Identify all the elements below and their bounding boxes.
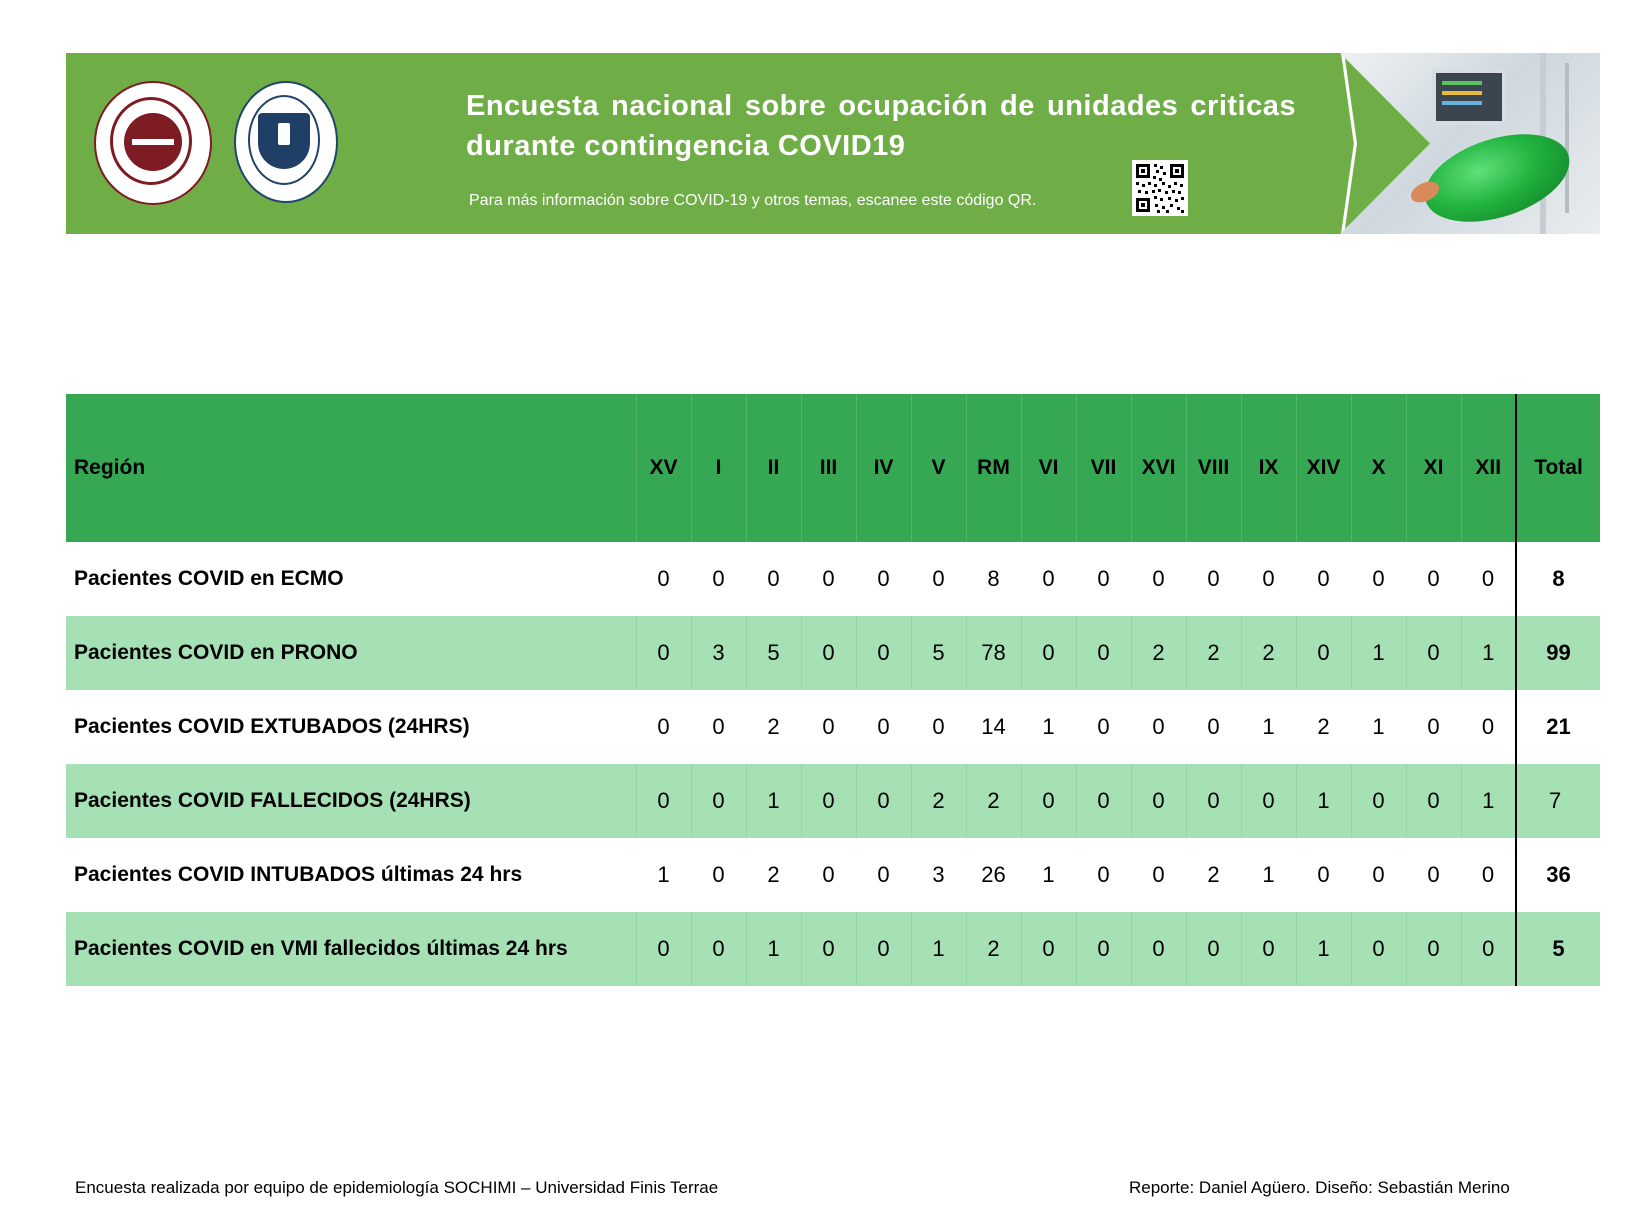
column-header-region-code: V: [911, 394, 966, 542]
column-header-region-code: III: [801, 394, 856, 542]
table-cell: 3: [691, 616, 746, 690]
table-cell: 0: [1372, 566, 1385, 591]
table-cell: 26: [981, 862, 1006, 887]
table-cell: 0: [712, 714, 725, 739]
column-header-region-code: IX: [1241, 394, 1296, 542]
icu-occupancy-table-container: [66, 394, 1600, 986]
table-row: [66, 542, 1600, 616]
table-cell: 0: [1296, 616, 1351, 690]
table-cell: 0: [1186, 764, 1241, 838]
table-cell: 0: [1097, 714, 1110, 739]
table-cell: 0: [1427, 714, 1440, 739]
table-cell: 0: [932, 714, 945, 739]
table-cell: 0: [1241, 764, 1296, 838]
table-cell: 0: [877, 862, 890, 887]
table-cell: 0: [1131, 764, 1186, 838]
table-cell: 0: [877, 714, 890, 739]
table-row: [66, 616, 1600, 690]
table-cell: 5: [911, 616, 966, 690]
table-cell: 0: [1076, 912, 1131, 986]
column-header-region-code: II: [746, 394, 801, 542]
column-header-region-code: RM: [966, 394, 1021, 542]
table-cell: 2: [1241, 616, 1296, 690]
table-cell: 0: [1372, 862, 1385, 887]
table-cell: 0: [1262, 566, 1275, 591]
column-header-region-code: VIII: [1186, 394, 1241, 542]
finis-terrae-logo: [234, 81, 338, 203]
qr-code[interactable]: [1132, 160, 1188, 216]
table-cell: 2: [1207, 862, 1220, 887]
column-header-region-code: XV: [636, 394, 691, 542]
qr-instructions: Para más información sobre COVID-19 y otros temas, escanee este código QR.: [469, 192, 1037, 209]
table-cell: 0: [1427, 862, 1440, 887]
table-cell: 0: [691, 912, 746, 986]
table-cell: 0: [1351, 912, 1406, 986]
table-cell: 0: [1021, 616, 1076, 690]
table-cell: 0: [932, 566, 945, 591]
table-cell: 0: [1042, 566, 1055, 591]
table-cell: 0: [1406, 764, 1461, 838]
column-header-region-code: VII: [1076, 394, 1131, 542]
row-total: 21: [1516, 690, 1600, 764]
row-label: Pacientes COVID en VMI fallecidos últimas 24 hrs: [74, 937, 568, 960]
table-cell: 2: [1186, 616, 1241, 690]
table-cell: 2: [767, 862, 780, 887]
table-cell: 0: [1406, 912, 1461, 986]
column-header-region-code: IV: [856, 394, 911, 542]
column-header-region-code: XI: [1406, 394, 1461, 542]
table-cell: 0: [1131, 912, 1186, 986]
table-cell: 0: [1152, 714, 1165, 739]
table-cell: 0: [801, 764, 856, 838]
table-cell: 0: [1021, 764, 1076, 838]
table-cell: 1: [1372, 714, 1385, 739]
table-cell: 1: [1296, 764, 1351, 838]
column-header-region: Región: [74, 456, 146, 479]
table-cell: 0: [822, 566, 835, 591]
resuscitator-bag: [1414, 118, 1581, 234]
table-cell: 1: [1262, 862, 1275, 887]
table-cell: 1: [911, 912, 966, 986]
table-cell: 0: [1317, 566, 1330, 591]
table-cell: 0: [1152, 862, 1165, 887]
table-cell: 3: [932, 862, 945, 887]
column-header-region-code: XVI: [1131, 394, 1186, 542]
footer-survey-credit: Encuesta realizada por equipo de epidemiología SOCHIMI – Universidad Finis Terrae: [75, 1178, 719, 1197]
sochimi-logo: [94, 81, 212, 205]
table-cell: 0: [1481, 714, 1495, 739]
table-cell: 0: [856, 912, 911, 986]
column-header-region-code: I: [691, 394, 746, 542]
table-cell: 1: [1461, 764, 1516, 838]
table-row: [66, 912, 1600, 986]
table-row: [66, 690, 1600, 764]
table-cell: 1: [1042, 862, 1055, 887]
table-cell: 0: [856, 616, 911, 690]
table-cell: 2: [767, 714, 780, 739]
table-cell: 0: [657, 714, 670, 739]
table-cell: 0: [1097, 566, 1110, 591]
table-cell: 14: [981, 714, 1006, 739]
table-cell: 0: [1351, 764, 1406, 838]
table-cell: 0: [1207, 714, 1220, 739]
table-cell: 0: [1317, 862, 1330, 887]
table-cell: 2: [1317, 714, 1330, 739]
row-label: Pacientes COVID FALLECIDOS (24HRS): [74, 789, 471, 812]
table-cell: 0: [1076, 616, 1131, 690]
table-cell: 0: [1186, 912, 1241, 986]
row-label: Pacientes COVID en PRONO: [74, 641, 358, 664]
table-cell: 0: [691, 764, 746, 838]
table-cell: 2: [911, 764, 966, 838]
table-cell: 0: [1427, 566, 1440, 591]
table-cell: 0: [636, 764, 691, 838]
row-label: Pacientes COVID INTUBADOS últimas 24 hrs: [74, 863, 523, 886]
table-cell: 0: [767, 566, 780, 591]
column-header-region-code: X: [1351, 394, 1406, 542]
table-cell: 0: [636, 912, 691, 986]
table-cell: 2: [1131, 616, 1186, 690]
icu-occupancy-table: [66, 394, 1600, 986]
table-cell: 1: [1042, 714, 1055, 739]
table-cell: 1: [1262, 714, 1275, 739]
row-label: Pacientes COVID en ECMO: [74, 567, 344, 590]
table-cell: 0: [822, 862, 835, 887]
row-total: 7: [1516, 764, 1600, 838]
table-cell: 0: [822, 714, 835, 739]
table-cell: 1: [657, 862, 670, 887]
table-cell: 0: [801, 616, 856, 690]
table-cell: 78: [966, 616, 1021, 690]
table-cell: 0: [877, 566, 890, 591]
column-header-region-code: XII: [1461, 394, 1516, 542]
table-cell: 0: [1207, 566, 1220, 591]
table-header-row: [66, 394, 1600, 542]
row-label: Pacientes COVID EXTUBADOS (24HRS): [74, 715, 470, 738]
table-cell: 0: [657, 566, 670, 591]
table-row: [66, 838, 1600, 912]
table-cell: 0: [1241, 912, 1296, 986]
table-cell: 0: [1076, 764, 1131, 838]
ventilator-monitor: [1432, 69, 1506, 125]
table-cell: 1: [746, 912, 801, 986]
table-cell: 2: [966, 764, 1021, 838]
table-cell: 0: [1461, 912, 1516, 986]
row-total: 5: [1516, 912, 1600, 986]
page-title: Encuesta nacional sobre ocupación de unidades criticas durante contingencia COVID19: [466, 90, 1296, 162]
row-total: 99: [1516, 616, 1600, 690]
table-cell: 1: [1296, 912, 1351, 986]
header-banner: [66, 53, 1600, 234]
table-cell: 0: [1406, 616, 1461, 690]
table-cell: 0: [1152, 566, 1165, 591]
table-cell: 1: [746, 764, 801, 838]
column-header-region-code: XIV: [1296, 394, 1351, 542]
table-cell: 1: [1351, 616, 1406, 690]
table-cell: 2: [966, 912, 1021, 986]
column-header-total: Total: [1516, 394, 1600, 542]
table-cell: 0: [801, 912, 856, 986]
table-cell: 0: [712, 566, 725, 591]
footer-report-credit: Reporte: Daniel Agüero. Diseño: Sebastián Merino: [1129, 1178, 1510, 1197]
table-cell: 0: [1481, 566, 1495, 591]
table-row: [66, 764, 1600, 838]
table-cell: 0: [856, 764, 911, 838]
table-cell: 0: [1021, 912, 1076, 986]
table-cell: 0: [712, 862, 725, 887]
table-cell: 0: [636, 616, 691, 690]
column-header-region-code: VI: [1021, 394, 1076, 542]
table-cell: 0: [1097, 862, 1110, 887]
table-cell: 1: [1461, 616, 1516, 690]
table-cell: 8: [987, 566, 1000, 591]
row-total: 36: [1516, 838, 1600, 912]
row-total: 8: [1516, 542, 1600, 616]
table-cell: 0: [1481, 862, 1495, 887]
table-cell: 5: [746, 616, 801, 690]
